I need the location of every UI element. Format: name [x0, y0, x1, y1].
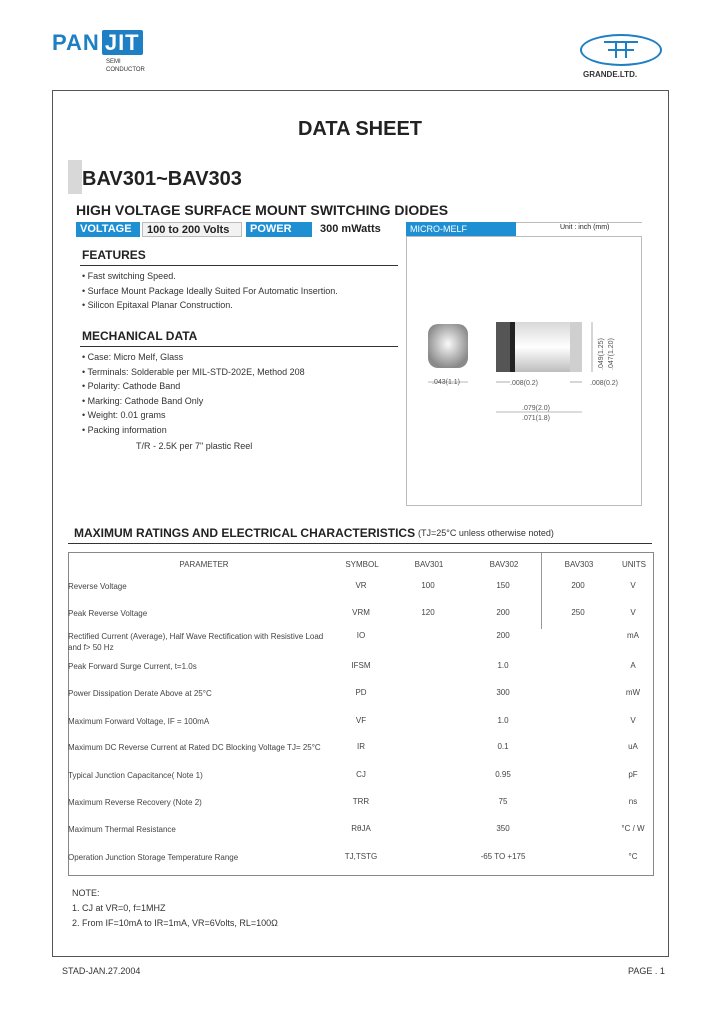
logo-subtitle: [106, 58, 145, 74]
param-cell: Power Dissipation Derate Above at 25°C: [68, 689, 212, 698]
bav302-cell: 150: [496, 581, 510, 590]
bav302-cell: 75: [498, 797, 508, 806]
param-cell: Maximum DC Reverse Current at Rated DC Blocking Voltage TJ= 25°C: [68, 743, 321, 752]
col-header: BAV301: [414, 560, 444, 569]
symbol-cell: PD: [355, 688, 367, 697]
melf-drawing-icon: [420, 312, 635, 432]
bav302-cell: 0.1: [497, 742, 509, 751]
list-item: • Case: Micro Melf, Glass: [82, 350, 305, 365]
units-cell: V: [630, 581, 636, 590]
logo-sub-line2: CONDUCTOR: [106, 67, 145, 73]
bav302-cell: 1.0: [497, 661, 509, 670]
notes-heading: NOTE:: [72, 888, 100, 898]
list-item: • Packing information: [82, 423, 305, 438]
bav302-cell: 200: [496, 608, 510, 617]
list-item: • Marking: Cathode Band Only: [82, 394, 305, 409]
col-header: PARAMETER: [179, 560, 229, 569]
list-item: • Surface Mount Package Ideally Suited For Automatic Insertion.: [82, 284, 338, 299]
power-label: POWER: [246, 222, 312, 237]
symbol-cell: IO: [356, 631, 366, 640]
param-cell: Operation Junction Storage Temperature Range: [68, 853, 239, 862]
units-cell: V: [630, 608, 636, 617]
symbol-cell: IR: [357, 742, 365, 751]
units-cell: mA: [627, 631, 639, 640]
logo-sub-line1: SEMI: [106, 59, 121, 65]
bav302-cell: 200: [496, 631, 510, 640]
mechanical-list: [82, 350, 305, 437]
logo-pan-text: PAN: [52, 30, 100, 55]
grande-mark-icon: [582, 36, 660, 64]
symbol-cell: CJ: [356, 770, 366, 779]
param-cell: Rectified Current (Average), Half Wave Rectification with Resistive Load and f> 50 Hz: [68, 632, 324, 652]
list-item: • Polarity: Cathode Band: [82, 379, 305, 394]
list-item: • Weight: 0.01 grams: [82, 408, 305, 423]
dim-end-width: .008(0.2): [590, 380, 619, 387]
logo-jit-text: JIT: [102, 30, 143, 55]
units-cell: °C: [628, 852, 638, 861]
units-cell: ns: [628, 797, 638, 806]
ratings-note: (TJ=25°C unless otherwise noted): [418, 528, 554, 538]
bav303-cell: 200: [571, 581, 585, 590]
note-2: 2. From IF=10mA to IR=1mA, VR=6Volts, RL=100Ω: [72, 918, 278, 928]
features-rule: [80, 265, 398, 266]
mechanical-rule: [80, 346, 398, 347]
packing-detail: T/R - 2.5K per 7" plastic Reel: [136, 441, 253, 451]
col-header: BAV303: [564, 560, 594, 569]
unit-text: Unit : inch (mm): [560, 224, 610, 231]
units-cell: °C / W: [621, 824, 645, 833]
col-header: BAV302: [489, 560, 519, 569]
param-cell: Maximum Reverse Recovery (Note 2): [68, 798, 202, 807]
bav302-cell: 300: [496, 688, 510, 697]
symbol-cell: RθJA: [351, 824, 371, 833]
symbol-cell: TJ,TSTG: [344, 852, 378, 861]
grande-name: GRANDE.LTD.: [583, 70, 638, 79]
bav302-cell: 350: [496, 824, 510, 833]
units-cell: A: [630, 661, 636, 670]
page-title: DATA SHEET: [297, 118, 423, 140]
symbol-cell: VF: [355, 716, 367, 725]
features-list: [82, 269, 338, 313]
bav302-cell: 1.0: [497, 716, 509, 725]
bav301-cell: 120: [421, 608, 435, 617]
param-cell: Maximum Thermal Resistance: [68, 825, 176, 834]
list-item: • Fast switching Speed.: [82, 269, 338, 284]
list-item: • Terminals: Solderable per MIL-STD-202E, Method 208: [82, 365, 305, 380]
param-cell: Maximum Forward Voltage, IF = 100mA: [68, 717, 210, 726]
dim-dia-max: .049(1.25): [598, 338, 605, 370]
dim-length-max: .079(2.0): [522, 405, 551, 412]
symbol-cell: VRM: [352, 608, 370, 617]
note-1: 1. CJ at VR=0, f=1MHZ: [72, 903, 166, 913]
product-subtitle: HIGH VOLTAGE SURFACE MOUNT SWITCHING DIODES: [76, 202, 449, 218]
voltage-label: VOLTAGE: [76, 222, 140, 237]
ratings-heading: MAXIMUM RATINGS AND ELECTRICAL CHARACTERISTICS: [74, 526, 416, 540]
bav302-cell: 0.95: [495, 770, 511, 779]
voltage-value: 100 to 200 Volts: [142, 222, 242, 237]
symbol-cell: VR: [355, 581, 367, 590]
col-header: UNITS: [622, 560, 646, 569]
bav301-cell: 100: [421, 581, 435, 590]
param-cell: Reverse Voltage: [68, 582, 127, 591]
dim-length-min: .071(1.8): [522, 415, 551, 422]
dim-dia-min: .047(1.20): [608, 338, 615, 370]
symbol-cell: TRR: [352, 797, 370, 806]
list-item: • Silicon Epitaxal Planar Construction.: [82, 298, 338, 313]
units-cell: mW: [625, 688, 641, 697]
dim-band-width: .008(0.2): [510, 380, 539, 387]
bav303-divider: [541, 553, 542, 629]
footer-date: STAD-JAN.27.2004: [62, 966, 141, 976]
symbol-cell: IFSM: [351, 661, 371, 670]
bav303-cell: 250: [571, 608, 585, 617]
ratings-rule: [68, 543, 652, 544]
grande-logo-icon: [580, 34, 662, 66]
dim-body-width: .043(1.1): [432, 379, 461, 386]
part-number: BAV301~BAV303: [82, 168, 242, 190]
panjit-logo: [52, 30, 143, 56]
power-value: 300 mWatts: [320, 223, 381, 235]
param-cell: Typical Junction Capacitance( Note 1): [68, 771, 203, 780]
footer-page: PAGE . 1: [628, 966, 665, 976]
param-cell: Peak Reverse Voltage: [68, 609, 148, 618]
param-cell: Peak Forward Surge Current, t=1.0s: [68, 662, 197, 671]
units-cell: uA: [628, 742, 638, 751]
bav302-cell: -65 TO +175: [480, 852, 526, 861]
units-cell: pF: [628, 770, 638, 779]
features-heading: FEATURES: [82, 248, 146, 262]
units-cell: V: [630, 716, 636, 725]
col-header: SYMBOL: [345, 560, 379, 569]
package-name: MICRO-MELF: [406, 222, 516, 237]
mechanical-heading: MECHANICAL DATA: [82, 329, 198, 343]
